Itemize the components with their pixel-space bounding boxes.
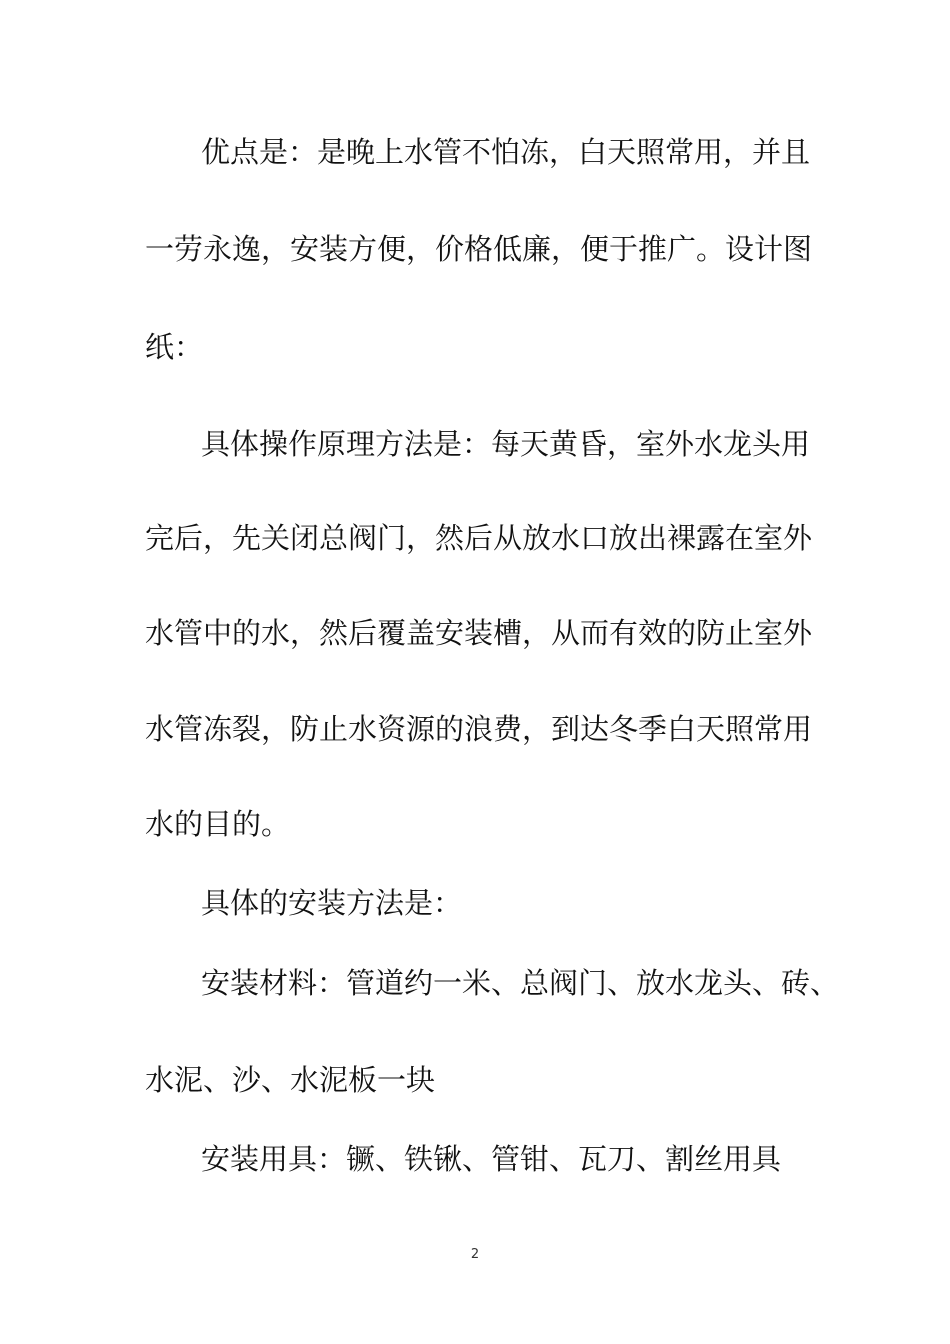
paragraph-line-8: 水的目的。	[145, 807, 291, 841]
paragraph-line-11: 水泥、沙、水泥板一块	[145, 1063, 436, 1097]
paragraph-line-2: 一劳永逸，安装方便，价格低廉，便于推广。设计图	[145, 232, 813, 266]
paragraph-line-9: 具体的安装方法是：	[201, 886, 463, 920]
paragraph-line-6: 水管中的水，然后覆盖安装槽，从而有效的防止室外	[145, 616, 813, 650]
paragraph-line-1: 优点是：是晚上水管不怕冻，白天照常用，并且	[201, 135, 811, 169]
paragraph-line-10: 安装材料：管道约一米、总阀门、放水龙头、砖、	[201, 966, 840, 1000]
page-number: 2	[470, 1247, 480, 1262]
paragraph-line-4: 具体操作原理方法是：每天黄昏，室外水龙头用	[201, 427, 811, 461]
paragraph-line-3: 纸：	[145, 330, 204, 364]
paragraph-line-7: 水管冻裂，防止水资源的浪费，到达冬季白天照常用	[145, 712, 813, 746]
paragraph-line-12: 安装用具：镢、铁锹、管钳、瓦刀、割丝用具	[201, 1142, 782, 1176]
paragraph-line-5: 完后，先关闭总阀门，然后从放水口放出裸露在室外	[145, 521, 813, 555]
